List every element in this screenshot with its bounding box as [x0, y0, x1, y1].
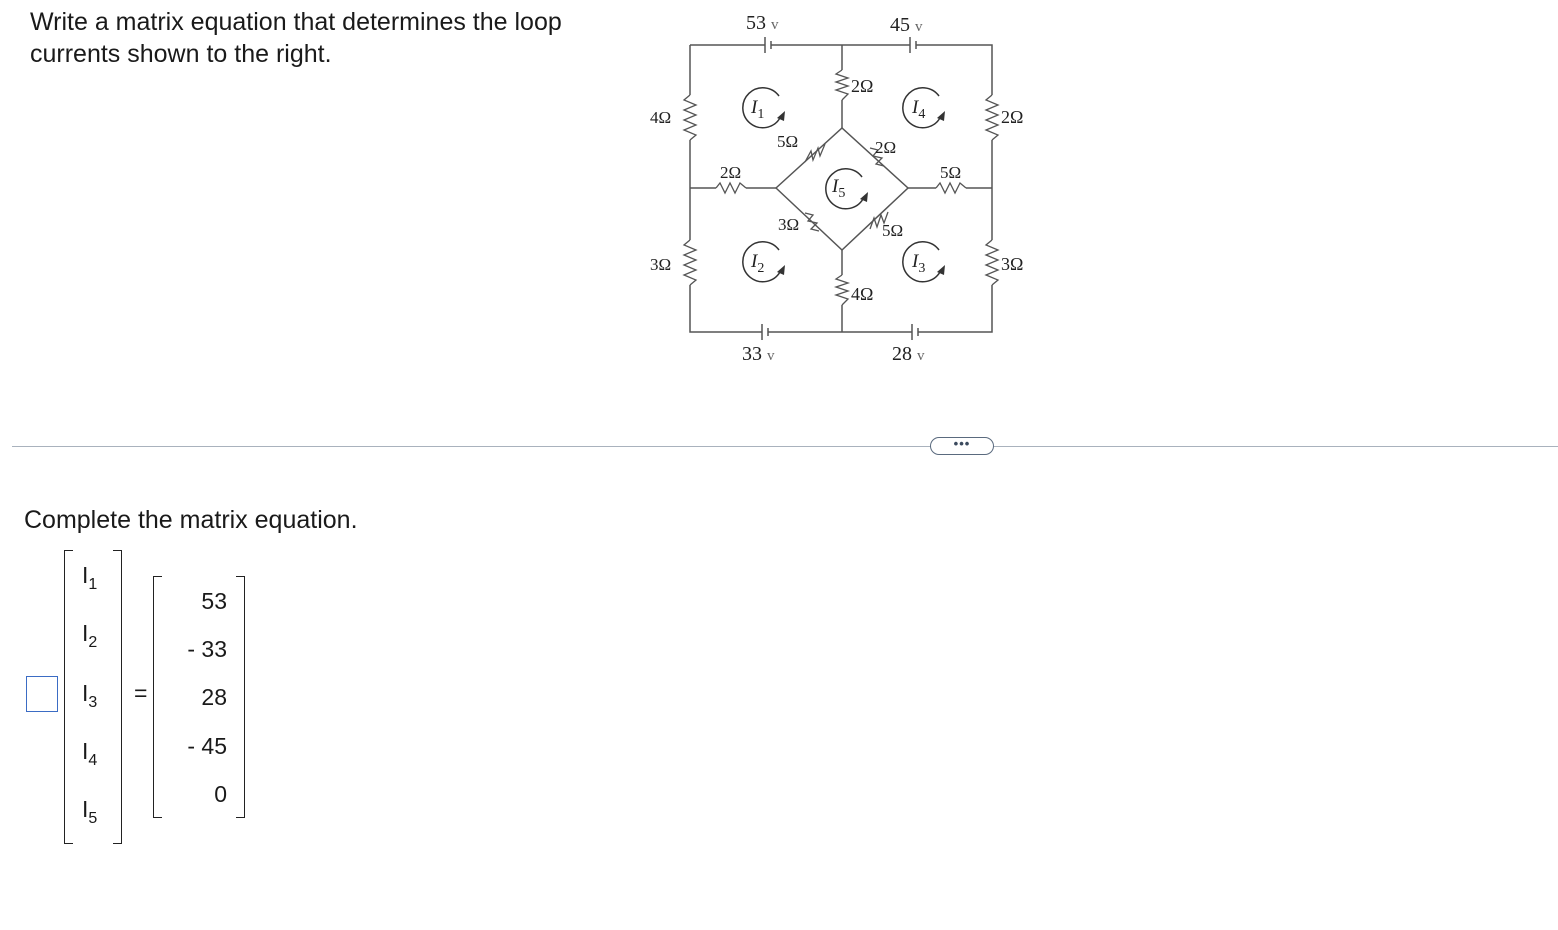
resistor-label: 2Ω [720, 163, 742, 182]
resistor-label: 2Ω [851, 76, 874, 96]
question-text: Write a matrix equation that determines the loop currents shown to the right. [30, 8, 562, 68]
more-options-button[interactable]: ••• [930, 437, 994, 455]
resistor-label: 3Ω [778, 215, 800, 234]
resistor-label: 4Ω [851, 284, 874, 304]
rhs-value: 53 [201, 588, 227, 614]
source-53v-label: 53 v [746, 12, 779, 34]
rhs-value: - 33 [187, 636, 227, 662]
resistor-label: 5Ω [777, 132, 799, 151]
section-divider [12, 446, 1558, 447]
resistor-label: 5Ω [882, 221, 904, 240]
circuit-diagram [620, 0, 1040, 380]
resistor-label: 3Ω [650, 255, 672, 274]
resistor-label: 2Ω [875, 138, 897, 157]
resistor-label: 2Ω [1001, 107, 1024, 127]
variable-i4: $I_4$ [82, 738, 98, 769]
source-28v-label: 28 v [892, 343, 925, 365]
vector-right-bracket [113, 550, 122, 844]
matrix-answer-input[interactable] [26, 676, 58, 712]
rhs-value: 0 [214, 781, 227, 807]
resistor-label: 3Ω [1001, 254, 1024, 274]
loop-label-i4: $I_4$ [912, 97, 926, 122]
loop-label-i3: $I_3$ [912, 251, 926, 276]
rhs-right-bracket [236, 576, 245, 818]
equals-sign: = [134, 680, 148, 706]
vector-left-bracket [64, 550, 73, 844]
rhs-value: - 45 [187, 733, 227, 759]
rhs-value: 28 [201, 684, 227, 710]
loop-label-i1: $I_1$ [751, 97, 765, 122]
source-33v-label: 33 v [742, 343, 775, 365]
resistor-label: 4Ω [650, 108, 672, 127]
loop-label-i2: $I_2$ [751, 251, 765, 276]
variable-i5: $I_5$ [82, 796, 98, 827]
source-45v-label: 45 v [890, 14, 923, 36]
variable-i2: $I_2$ [82, 620, 98, 651]
variable-i3: $I_3$ [82, 680, 98, 711]
variable-i1: $I_1$ [82, 562, 98, 593]
resistor-label: 5Ω [940, 163, 962, 182]
loop-label-i5: $I_5$ [832, 176, 846, 201]
instruction-text: Complete the matrix equation. [24, 506, 358, 534]
